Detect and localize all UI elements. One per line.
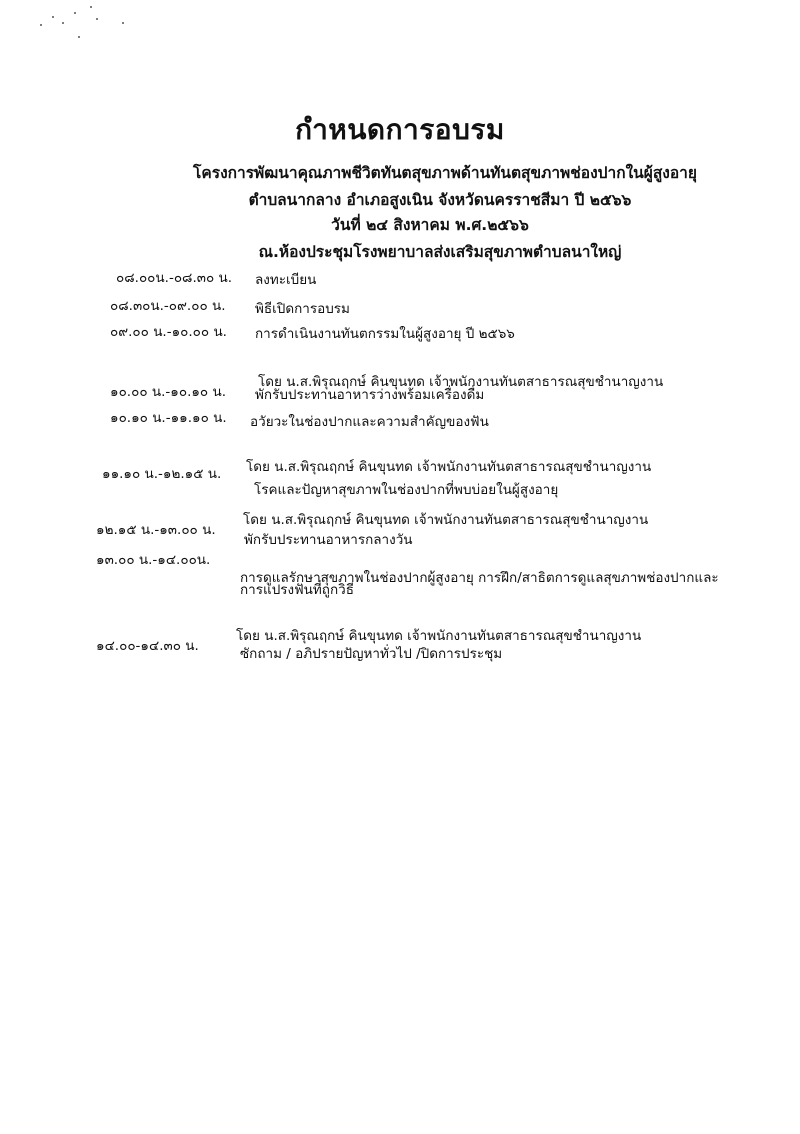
date-line: วันที่ ๒๔ สิงหาคม พ.ศ.๒๕๖๖ [331, 216, 529, 234]
schedule-time: ๑๐.๑๐ น.-๑๑.๑๐ น. [110, 410, 227, 426]
schedule-speaker: โดย น.ส.พิรุณฤกษ์ คินขุนทด เจ้าพนักงานทันตสาธารณสุขชำนาญงาน [243, 512, 649, 528]
schedule-speaker: โดย น.ส.พิรุณฤกษ์ คินขุนทด เจ้าพนักงานทันตสาธารณสุขชำนาญงาน [258, 374, 664, 390]
schedule-activity: การดูแลรักษาสุขภาพในช่องปากผู้สูงอายุ การฝึก/สาธิตการดูแลสุขภาพช่องปากและ [240, 570, 719, 586]
schedule-time: ๐๙.๐๐ น.-๑๐.๐๐ น. [110, 324, 227, 340]
schedule-time: ๑๒.๑๕ น.-๑๓.๐๐ น. [96, 522, 216, 538]
schedule-activity-continued: การแปรงฟันที่ถูกวิธี [240, 582, 354, 598]
schedule-time: ๑๑.๑๐ น.-๑๒.๑๕ น. [102, 466, 222, 482]
scan-speck [78, 36, 80, 38]
schedule-activity: ลงทะเบียน [255, 272, 317, 288]
scan-speck [52, 16, 54, 18]
schedule-speaker: โดย น.ส.พิรุณฤกษ์ คินขุนทด เจ้าพนักงานทันตสาธารณสุขชำนาญงาน [236, 628, 642, 644]
schedule-activity: พักรับประทานอาหารกลางวัน [244, 532, 413, 548]
schedule-activity: อวัยวะในช่องปากและความสำคัญของฟัน [250, 414, 489, 430]
schedule-time: ๐๘.๓๐น.-๐๙.๐๐ น. [110, 298, 226, 314]
venue-line: ณ.ห้องประชุมโรงพยาบาลส่งเสริมสุขภาพตำบลนาใหญ่ [258, 243, 622, 261]
scan-speck [96, 18, 98, 20]
schedule-activity: การดำเนินงานทันตกรรมในผู้สูงอายุ ปี ๒๕๖๖ [255, 326, 515, 342]
schedule-activity: พิธีเปิดการอบรม [255, 301, 350, 317]
schedule-activity: โรคและปัญหาสุขภาพในช่องปากที่พบบ่อยในผู้สูงอายุ [254, 482, 559, 498]
schedule-activity: ซักถาม / อภิปรายปัญหาทั่วไป /ปิดการประชุม [240, 646, 503, 662]
schedule-time: ๑๔.๐๐-๑๔.๓๐ น. [96, 638, 199, 654]
scan-speck [40, 24, 42, 26]
schedule-time: ๑๐.๐๐ น.-๑๐.๑๐ น. [110, 384, 226, 400]
location-line: ตำบลนากลาง อำเภอสูงเนิน จังหวัดนครราชสีมา ปี ๒๕๖๖ [248, 191, 632, 209]
scan-speck [122, 22, 124, 24]
schedule-time: ๑๓.๐๐ น.-๑๔.๐๐น. [96, 552, 211, 568]
scan-speck [62, 22, 64, 24]
page-title: กำหนดการอบรม [295, 113, 505, 146]
schedule-time: ๐๘.๐๐น.-๐๘.๓๐ น. [116, 270, 233, 286]
schedule-speaker: โดย น.ส.พิรุณฤกษ์ คินขุนทด เจ้าพนักงานทันตสาธารณสุขชำนาญงาน [246, 459, 652, 475]
project-name: โครงการพัฒนาคุณภาพชีวิตทันตสุขภาพด้านทันตสุขภาพช่องปากในผู้สูงอายุ [193, 164, 697, 182]
schedule-activity: พักรับประทานอาหารว่างพร้อมเครื่องดื่ม [255, 387, 485, 403]
scan-speck [74, 12, 76, 14]
scan-speck [90, 6, 92, 8]
